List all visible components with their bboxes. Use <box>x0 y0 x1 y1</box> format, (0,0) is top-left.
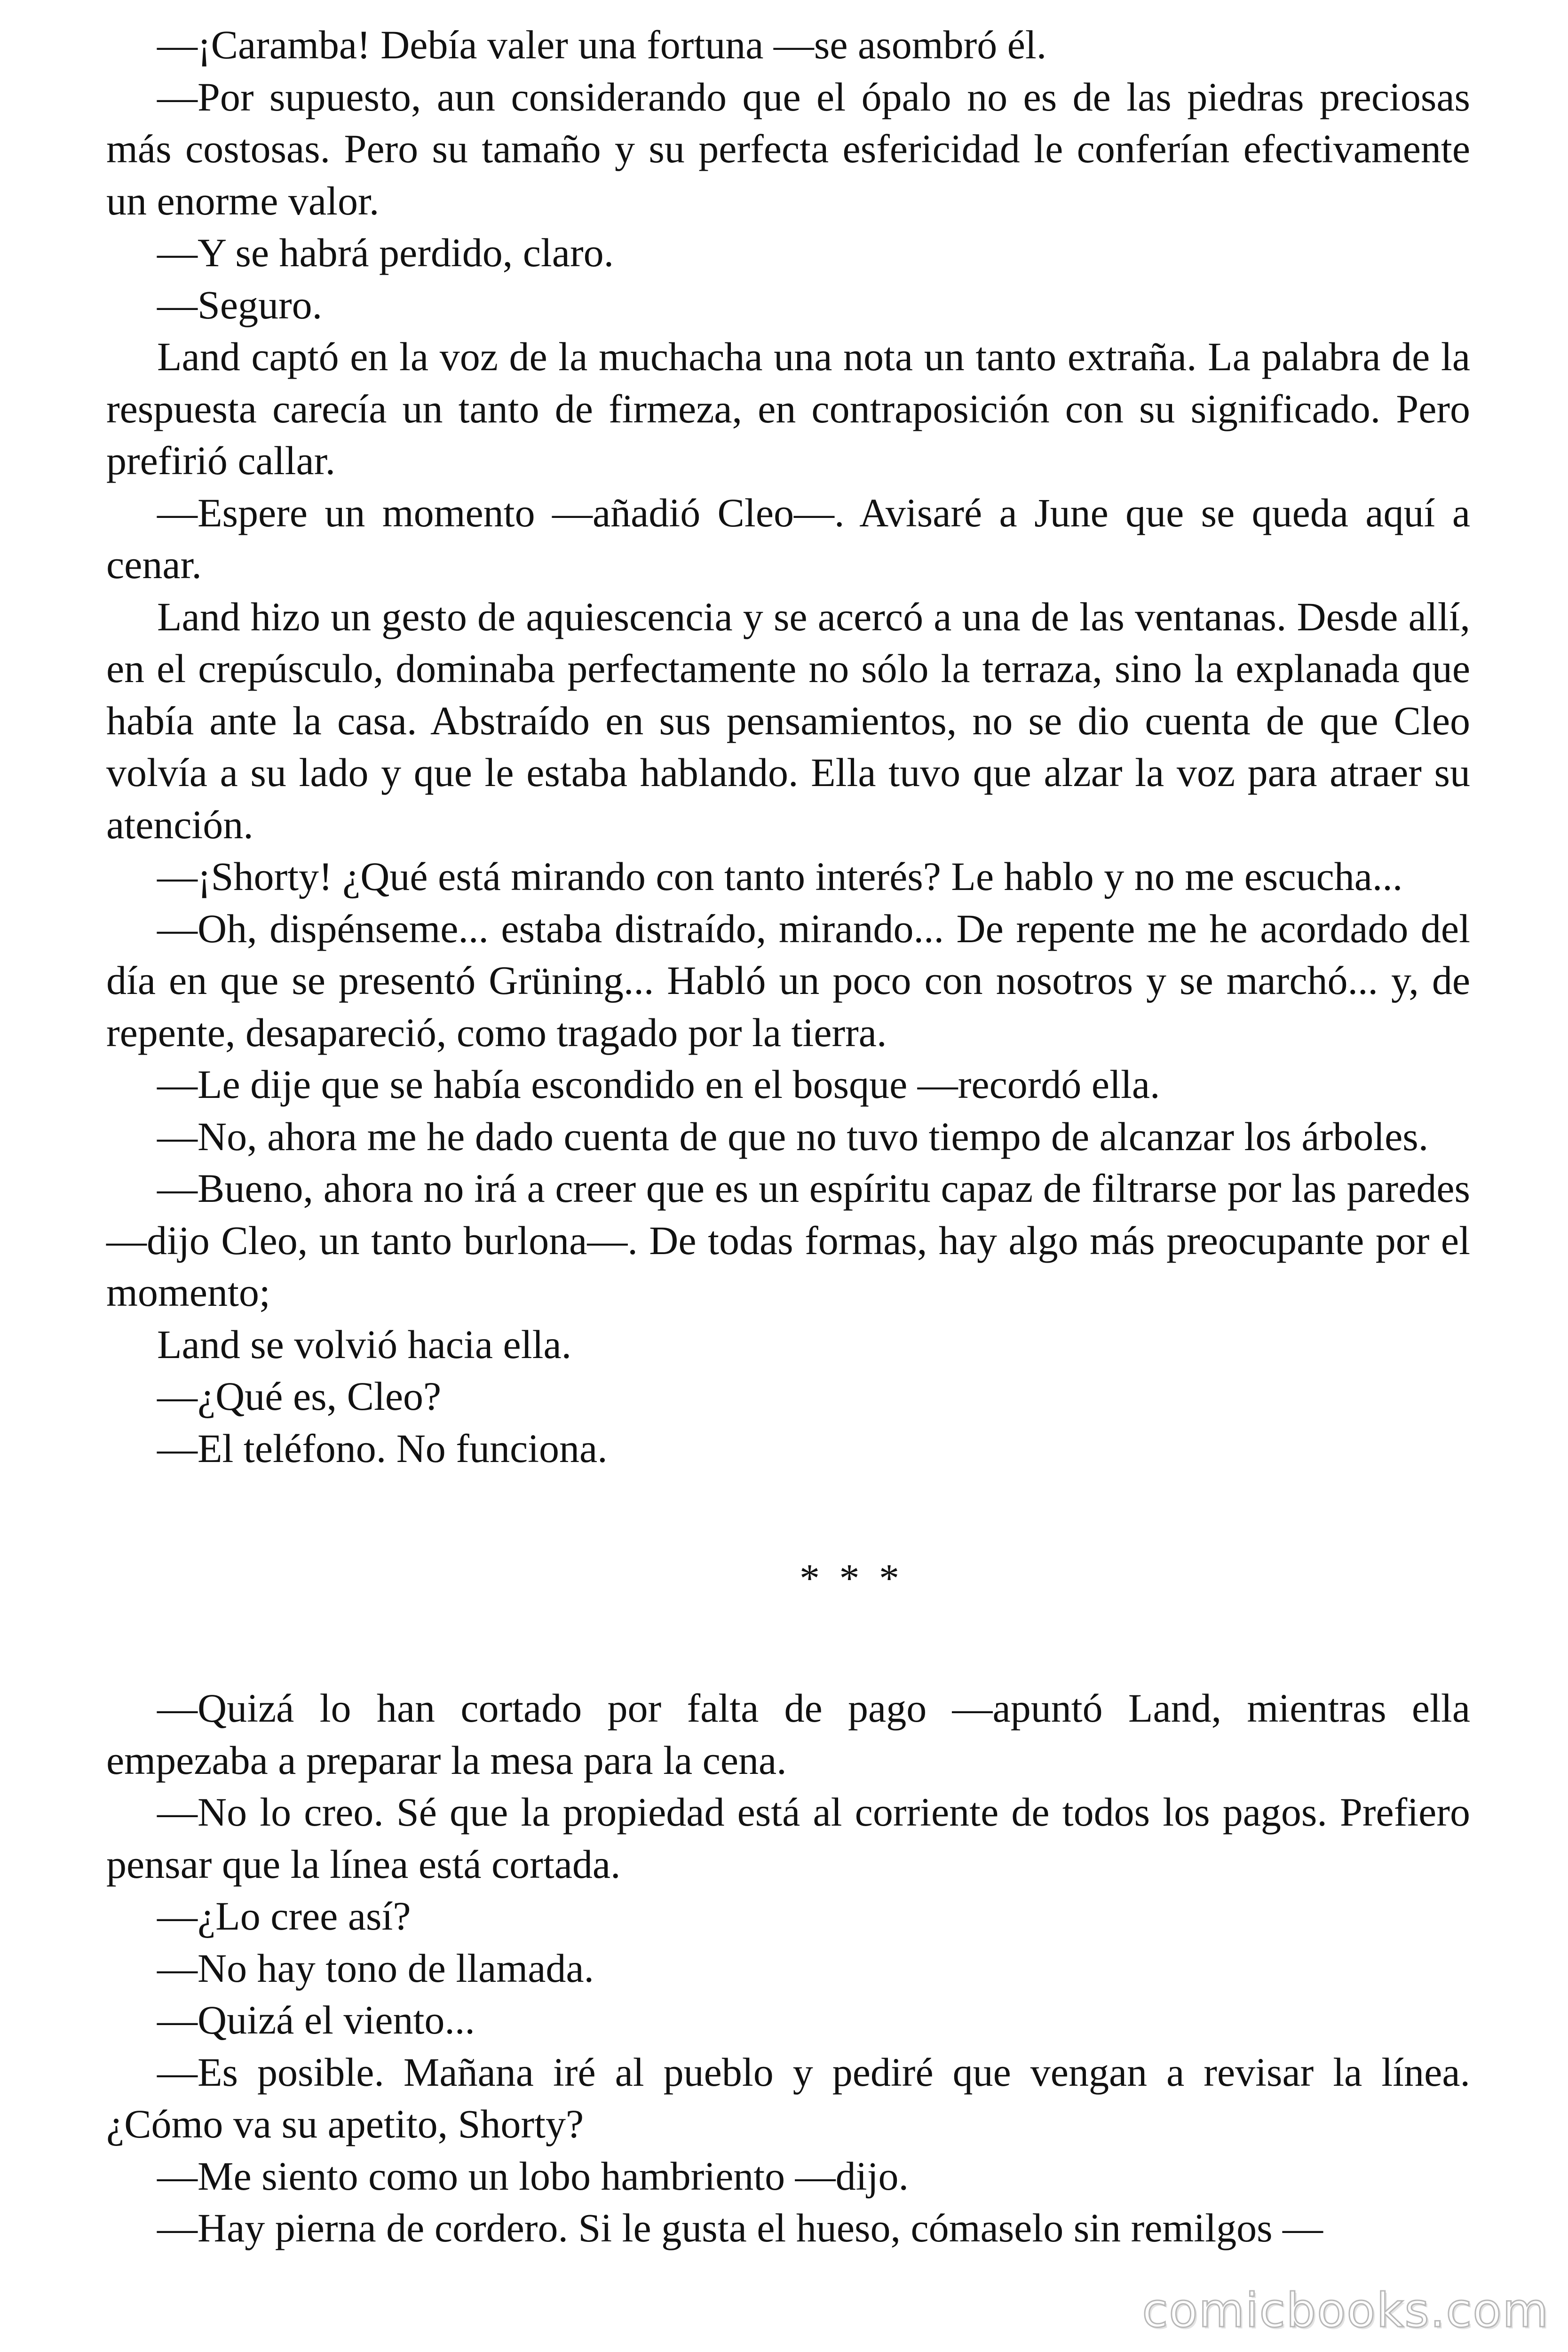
text-block-after <box>106 1682 1470 2254</box>
paragraph: Land captó en la voz de la muchacha una nota un tanto extraña. La palabra de la respuesta carecía un tanto de firmeza, en contraposición con su significado. Pero prefirió callar. <box>106 334 1470 483</box>
text-block-before <box>106 19 1470 1474</box>
paragraph: —No, ahora me he dado cuenta de que no tuvo tiempo de alcanzar los árboles. <box>157 1113 1429 1159</box>
paragraph: —Hay pierna de cordero. Si le gusta el hueso, cómaselo sin remilgos — <box>157 2205 1323 2250</box>
paragraph: —Seguro. <box>157 282 323 327</box>
book-page <box>106 19 1470 2254</box>
paragraph: —El teléfono. No funciona. <box>157 1425 608 1471</box>
paragraph: —No lo creo. Sé que la propiedad está al corriente de todos los pagos. Prefiero pensar que la línea está cortada. <box>106 1789 1470 1887</box>
paragraph: —Oh, dispénseme... estaba distraído, mirando... De repente me he acordado del día en que se presentó Grüning... Habló un poco con nosotros y se marchó... y, de repente, desapareció, como tragado por la tierra. <box>106 906 1470 1055</box>
paragraph: Land se volvió hacia ella. <box>157 1321 572 1367</box>
paragraph: —Es posible. Mañana iré al pueblo y pediré que vengan a revisar la línea. ¿Cómo va su apetito, Shorty? <box>106 2049 1470 2146</box>
watermark: comicbooks.com <box>1142 2283 1549 2338</box>
paragraph: —Le dije que se había escondido en el bosque —recordó ella. <box>157 1062 1160 1107</box>
paragraph: —Bueno, ahora no irá a creer que es un espíritu capaz de filtrarse por las paredes —dijo Cleo, un tanto burlona—. De todas formas, hay algo más preocupante por el momento; <box>106 1166 1470 1315</box>
paragraph: —Quizá lo han cortado por falta de pago —apuntó Land, mientras ella empezaba a preparar la mesa para la cena. <box>106 1685 1470 1783</box>
paragraph: —Me siento como un lobo hambriento —dijo. <box>157 2153 909 2199</box>
paragraph: —¡Caramba! Debía valer una fortuna —se asombró él. <box>157 22 1047 67</box>
paragraph: —¿Lo cree así? <box>157 1893 411 1939</box>
paragraph: —No hay tono de llamada. <box>157 1945 594 1991</box>
paragraph: —¡Shorty! ¿Qué está mirando con tanto interés? Le hablo y no me escucha... <box>157 854 1403 899</box>
paragraph: —Por supuesto, aun considerando que el ópalo no es de las piedras preciosas más costosas. Pero su tamaño y su perfecta esfericidad le conferían efectivamente un enorme valor. <box>106 74 1470 223</box>
paragraph: —Y se habrá perdido, claro. <box>157 230 614 275</box>
paragraph: —Espere un momento —añadió Cleo—. Avisaré a June que se queda aquí a cenar. <box>106 490 1470 587</box>
paragraph: —Quizá el viento... <box>157 1997 475 2042</box>
paragraph: —¿Qué es, Cleo? <box>157 1374 442 1419</box>
scene-separator: * * * <box>800 1556 904 1601</box>
paragraph: Land hizo un gesto de aquiescencia y se acercó a una de las ventanas. Desde allí, en el crepúsculo, dominaba perfectamente no sólo la terraza, sino la explanada que había ante la casa. Abstraído en sus pensamientos, no se dio cuenta de que Cleo volvía a su lado y que le estaba hablando. Ella tuvo que alzar la voz para atraer su atención. <box>106 594 1470 847</box>
